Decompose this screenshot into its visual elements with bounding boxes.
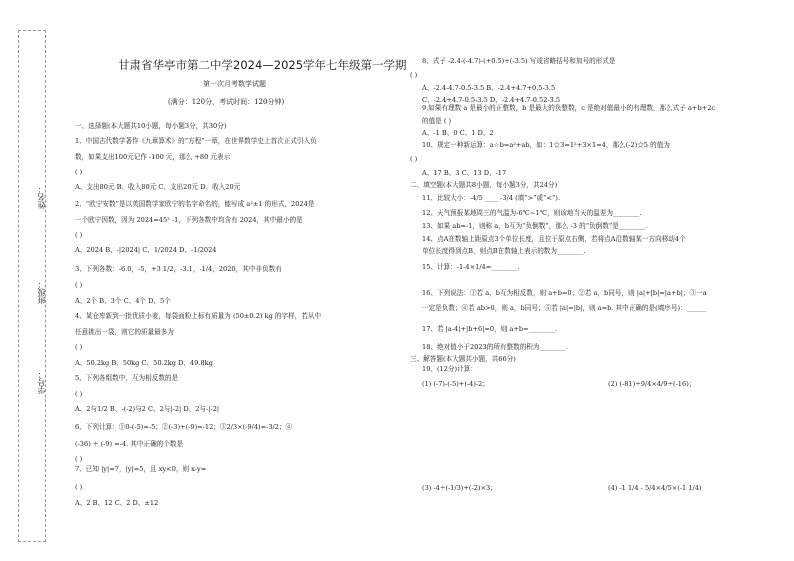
left-line-13: 任意挑出一袋，则它的质量最多为	[75, 328, 174, 336]
class-label: 班级：	[37, 280, 46, 304]
left-line-18: A、2与1/2 B、-(-2)与2 C、2与|-2| D、2与-|-2|	[75, 405, 220, 413]
right-line-23: (1) (-7)-(-5)+(-4)-2；	[422, 380, 489, 388]
right-line-13: 13、如果 ab=-1，则称 a，b互为“负倒数”，那么 -3 的“负倒数”是________.	[422, 222, 648, 230]
right-line-19: 17、若 |a-4|+|b+6|=0，则 a+b=________.	[422, 325, 558, 333]
right-line-11: 11、比较大小：-4/5 ____ -3/4 (填“>”或“<”).	[422, 194, 561, 202]
right-line-1: ( )	[410, 71, 418, 79]
left-line-7: ( )	[75, 231, 83, 239]
right-line-9: A、17 B、3 C、13 D、-17	[422, 169, 507, 177]
right-line-22: 19、(12分)计算：	[422, 365, 477, 373]
right-line-26: (4) -1 1/4 - 5/4×4/5×(-1 1/4)	[608, 484, 702, 492]
left-line-6: 一个欧宁因数，因为 2024=45² -1，下列各数中均含有 2024，其中最小的是	[75, 216, 303, 224]
left-line-0: 一、选择题(本大题共10小题，每小题3分，共30分)	[75, 122, 227, 130]
left-line-1: 1、中国古代数学著作《九章算术》的“方程”一章，在世界数学史上首次正式引入负	[75, 137, 317, 145]
left-line-23: ( )	[75, 483, 83, 491]
right-line-8: ( )	[410, 155, 418, 163]
left-line-16: 5、下列各组数中，互为相反数的是	[75, 374, 179, 382]
left-line-2: 数，如果支出100元记作 -100 元，那么 +80 元表示	[75, 153, 231, 161]
left-line-20: (-36) ÷ (-9) =-4. 其中正确的个数是	[75, 440, 184, 448]
right-line-21: 三、解答题(本大题共小题，共66分)	[410, 355, 516, 363]
right-line-3: C、-2.4+4.7-0.5-3.5 D、-2.4+4.7-0.52-3.5	[422, 96, 561, 104]
left-line-5: 2、“欧宁安数”是以英国数学家欧宁的名字命名的，能写成 a²±1 的形式，2024是	[75, 200, 315, 208]
left-line-12: 4、某仓库新到一批优质小麦，每袋面粉上标有质量为 (50±0.2) kg 的字样，若从中	[75, 312, 322, 320]
left-line-3: ( )	[75, 168, 83, 176]
name-label: 姓名：	[37, 185, 46, 209]
right-line-14: 14、点A在数轴上距原点3个单位长度，且位于原点右侧，若将点A沿数轴某一方向移动4个	[422, 235, 686, 243]
left-line-24: A、2 B、12 C、2 D、±12	[75, 499, 159, 507]
left-line-15: A、50.2kg B、50kg C、50.2kg D、49.8kg	[75, 359, 213, 367]
right-line-12: 12、天气预报某地周三的气温为-6℃~1℃，则该地当天的温差为________.	[422, 209, 642, 217]
id-label: 学号：	[37, 370, 46, 394]
left-line-19: 6、下列计算：①0-(-5)=-5；②(-3)+(-9)=-12；③2/3×(-9/4)=-3/2；④	[75, 423, 293, 431]
left-line-21: ( )	[75, 455, 83, 463]
right-line-20: 18、绝对值小于2023的所有整数的积为________.	[422, 343, 568, 351]
right-line-4: 9.如果有理数 a 是最小的正整数，b 是最大的负整数，c 是绝对值最小的有理数，那么式子 a+b+2c	[422, 104, 716, 112]
right-line-5: 的值是 ( )	[422, 117, 452, 125]
right-line-25: (3) -4÷(-1/3)+(-2)×3；	[422, 484, 497, 492]
right-line-18: 一定是负数；④若 ab>0，则 a，b同号；⑤若 |a|=|b|，则 a=b. 其中正确的是(填序号)：______	[422, 304, 707, 312]
left-line-17: ( )	[75, 390, 83, 398]
left-line-14: ( )	[75, 343, 83, 351]
right-line-24: (2) (-81)÷9/4×4/9÷(-16)；	[608, 380, 696, 388]
right-line-17: 16、下列说法：①若 a，b互为相反数，则 a+b=0；②若 a，b同号，则 |a|+|b|=|a+b|；③一a	[422, 289, 707, 297]
right-line-16: 15、计算：-1-4×1/4=________.	[422, 263, 520, 271]
exam-subtitle: 第一次月考数学试题	[203, 80, 266, 88]
exam-meta: (满分：120分，考试时间：120分钟)	[168, 98, 285, 106]
left-line-10: ( )	[75, 281, 83, 289]
right-line-6: A、-1 B、0 C、1 D、2	[422, 129, 494, 137]
exam-title: 甘肃省华亭市第二中学2024—2025学年七年级第一学期	[118, 58, 407, 72]
left-line-9: 3、下列各数：-6.0，-5，+3 1/2，-3.1，-1/4，2020，其中非负数有	[75, 265, 282, 273]
left-line-8: A、2024 B、-|2024| C、1/2024 D、-1/2024	[75, 246, 217, 254]
left-line-22: 7、已知 |y|=7，|y|=5，且 xy<0，则 x-y=	[75, 465, 207, 473]
right-line-15: 单位长度得到点B，则点B在数轴上表示的数为________.	[422, 247, 586, 255]
right-line-10: 二、填空题(本大题共8小题，每小题3分，共24分)	[410, 181, 558, 189]
right-line-0: 8、式子 -2.4-(-4.7)-(+0.5)+(-3.5) 写成省略括号和加号的形式是	[422, 57, 616, 65]
left-line-11: A、2个 B、3个 C、4个 D、5个	[75, 297, 171, 305]
left-line-4: A、支出80元 B、收入80元 C、支出20元 D、收入20元	[75, 183, 241, 191]
right-line-2: A、-2.4-4.7-0.5-3.5 B、-2.4+4.7+0.5-3.5	[422, 84, 556, 92]
right-line-7: 10、规定一种新运算：a☆b=a²+ab，如：1☆3=1²+3×1=4，那么(-2)☆5 的值为	[422, 141, 670, 149]
